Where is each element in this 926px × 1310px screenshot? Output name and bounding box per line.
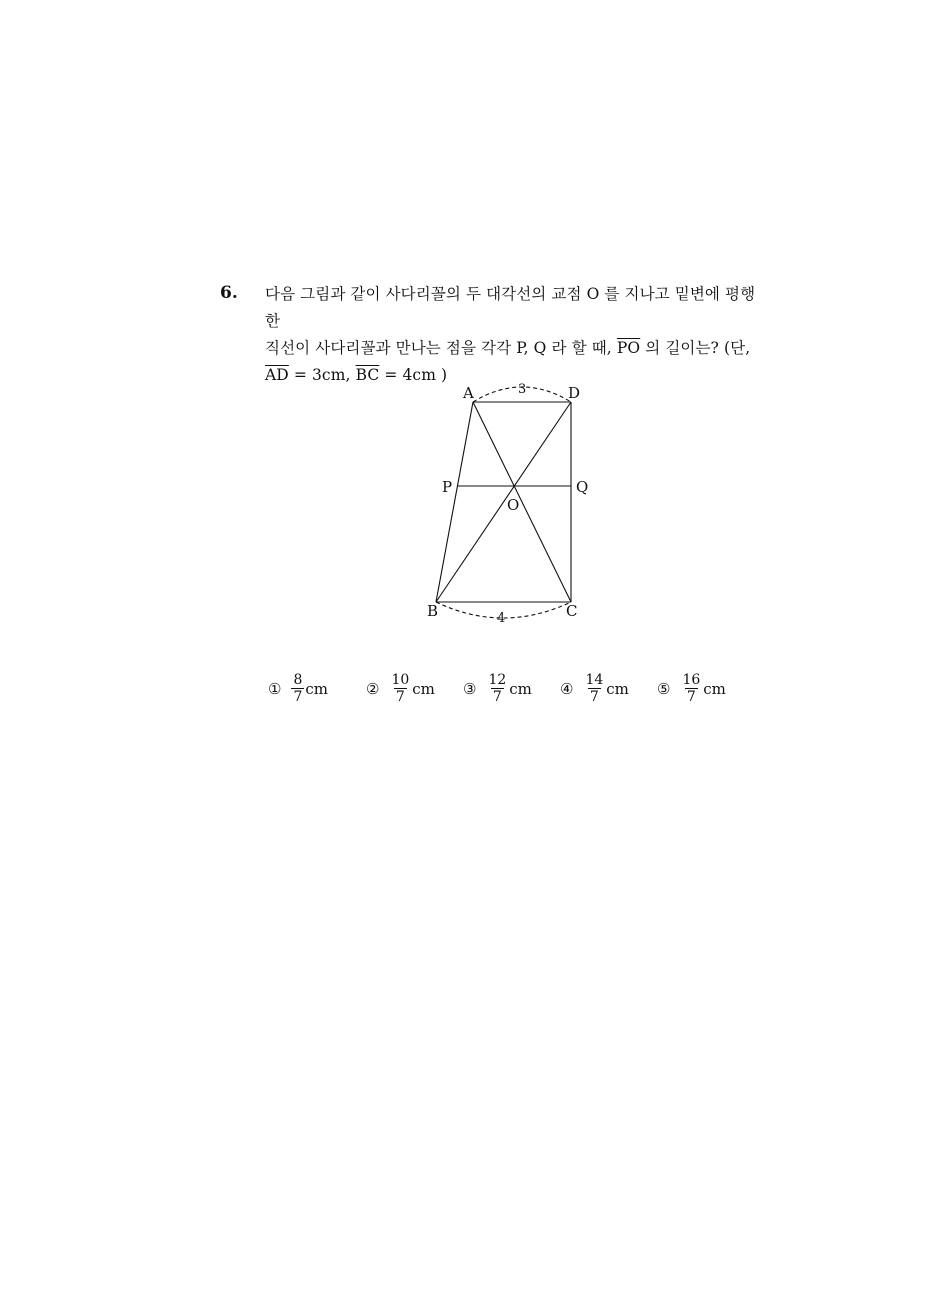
unit: cm bbox=[305, 679, 328, 698]
choice-number: ① bbox=[268, 679, 282, 698]
length-top: 3 bbox=[518, 382, 527, 397]
edge-ab bbox=[436, 402, 473, 602]
choice-number: ② bbox=[366, 679, 380, 698]
fraction: $\frac{8}{7}$ bbox=[293, 672, 303, 705]
choice-4[interactable] bbox=[560, 672, 629, 705]
diagonal-bd bbox=[436, 402, 571, 602]
choice-2[interactable] bbox=[366, 672, 435, 705]
choice-number: ④ bbox=[560, 679, 574, 698]
label-a: A bbox=[463, 384, 474, 402]
label-c: C bbox=[566, 602, 578, 620]
label-p: P bbox=[442, 478, 453, 496]
answer-choices bbox=[268, 672, 748, 712]
question-line-2: 직선이 사다리꼴과 만나는 점을 각각 P, Q 라 할 때, $\overline{PO}$ 의 길이는? (단, bbox=[265, 339, 751, 357]
length-bottom: 4 bbox=[497, 611, 506, 626]
question-number: 6. bbox=[220, 283, 238, 303]
choice-1[interactable] bbox=[268, 672, 328, 705]
label-q: Q bbox=[576, 478, 589, 496]
question-line-1: 다음 그림과 같이 사다리꼴의 두 대각선의 교점 O 를 지나고 밑변에 평행한 bbox=[265, 285, 756, 330]
choice-number: ⑤ bbox=[657, 679, 671, 698]
fraction: $\frac{12}{7}$ bbox=[488, 672, 507, 705]
fraction: $\frac{16}{7}$ bbox=[682, 672, 701, 705]
label-o: O bbox=[507, 496, 520, 514]
unit: cm bbox=[412, 679, 435, 698]
trapezoid-diagram bbox=[400, 370, 620, 630]
question-line-3: $\overline{AD} = 3cm$, $\overline{BC} = 4cm$ ) bbox=[265, 366, 448, 384]
fraction: $\frac{14}{7}$ bbox=[585, 672, 604, 705]
choice-3[interactable] bbox=[463, 672, 532, 705]
unit: cm bbox=[509, 679, 532, 698]
unit: cm bbox=[606, 679, 629, 698]
diagonal-ac bbox=[473, 402, 571, 602]
segment-po: $\overline{PO}$ bbox=[616, 339, 641, 357]
segment-ad: $\overline{AD}$ bbox=[265, 366, 289, 384]
unit: cm bbox=[703, 679, 726, 698]
label-d: D bbox=[568, 384, 581, 402]
label-b: B bbox=[427, 602, 439, 620]
fraction: $\frac{10}{7}$ bbox=[391, 672, 410, 705]
segment-bc: $\overline{BC}$ bbox=[355, 366, 380, 384]
choice-number: ③ bbox=[463, 679, 477, 698]
choice-5[interactable] bbox=[657, 672, 726, 705]
